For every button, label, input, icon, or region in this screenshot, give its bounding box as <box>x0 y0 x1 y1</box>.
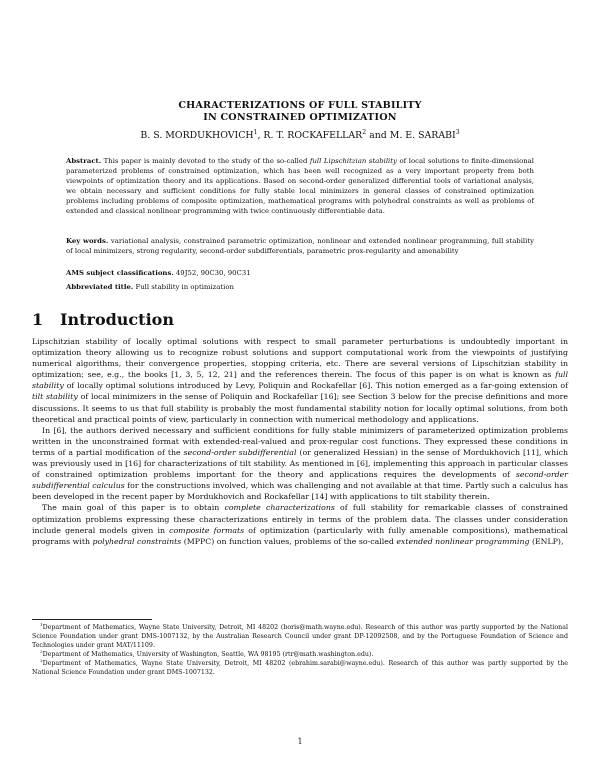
footnote-rule <box>32 619 152 620</box>
title-line-2: IN CONSTRAINED OPTIMIZATION <box>203 112 397 123</box>
intro-p2-text-c: for the constructions involved, which was challenging and not available at that time. Partly such a calculus has been developed in the recent paper by Mordukhovich and Rockafellar [14] with applications to tilt stability therein. <box>32 481 568 502</box>
author-2: , R. T. ROCKAFELLAR <box>257 130 363 141</box>
author-3: and M. E. SARABI <box>366 130 456 141</box>
footnote-2-text: Department of Mathematics, University of Washington, Seattle, WA 98195 (rtr@math.washington.edu). <box>42 651 374 658</box>
intro-p1-emph-2: tilt stability <box>32 392 78 402</box>
intro-p2-text-a: In [6], the authors derived necessary and sufficient conditions for fully stable minimizers of parameterized optimization problems written in the unconstrained format with extended-real-valued and prox-regular cost functions. They expressed these conditions in terms of a partial modification of the <box>32 425 568 457</box>
keywords-text: variational analysis, constrained parametric optimization, nonlinear and extended nonlinear programming, full stability of local minimizers, strong regularity, second-order subdifferentials, parametric prox-regularity and amenability <box>66 237 534 256</box>
keywords <box>66 236 534 256</box>
intro-p1-emph-1: full stability <box>32 370 568 391</box>
intro-p2-text-b: (or generalized Hessian) in the sense of Mordukhovich [11], which was previously used in [16] for characterizations of tilt stability. As mentioned in [6], implementing this approach in particular classes of constrained optimization problems important for the theory and applications requires the developments of <box>32 447 569 480</box>
abstract-label: Abstract. <box>66 157 102 165</box>
footnote-1-mark: 1 <box>40 621 43 627</box>
intro-p1-text-c: of local minimizers in the sense of Poliquin and Rockafellar [16]; see Section 3 below for the precise definitions and more discussions. It seems to us that full stability is probably the most fundamental stability notion for locally optimal solutions, from both theoretical and practical points of view, particularly in connection with numerical methodology and applications. <box>32 392 568 424</box>
introduction-body <box>32 336 568 547</box>
section-number: 1 <box>32 310 44 329</box>
abstract-text-2: of local solutions to finite-dimensional parameterized problems of constrained optimization, which has been well recognized as a very important property from both viewpoints of optimization theory and its applications. Based on second-order generalized differential tools of variational analysis, we obtain necessary and sufficient conditions for fully stable local minimizers in general classes of constrained optimization problems including problems of composite optimization, mathematical programs with polyhedral constraints as well as problems of extended and classical nonlinear programming with twice continuously differentiable data. <box>66 157 534 216</box>
abbreviated-title <box>66 282 534 292</box>
page-number: 1 <box>297 737 303 746</box>
intro-p1-text-b: of locally optimal solutions introduced by Levy, Poliquin and Rockafellar [6]. This notion emerged as a far-going extension of <box>63 381 568 391</box>
intro-p2-emph-2: second-order subdifferential calculus <box>32 470 568 491</box>
abstract-text-1: This paper is mainly devoted to the study of the so-called <box>101 157 310 165</box>
footnote-3-mark: 3 <box>40 657 43 663</box>
intro-paragraph-1 <box>32 336 568 425</box>
intro-paragraph-2 <box>32 425 568 503</box>
intro-p3-text-c: of optimization (particularly with fully amenable compositions), mathematical programs with <box>32 525 569 546</box>
keywords-label: Key words. <box>66 237 109 245</box>
author-1: B. S. MORDUKHOVICH <box>140 130 254 141</box>
footnote-1 <box>32 623 568 650</box>
author-1-mark: 1 <box>253 128 258 136</box>
intro-p1-text-a: Lipschitzian stability of locally optimal solutions with respect to small parameter perturbations is undoubtedly important in optimization theory allowing us to recognize robust solutions and support computational work from the viewpoints of justifying numerical algorithms, their convergence properties, stopping criteria, etc. There are several versions of Lipschitzian stability in optimization; see, e.g., the books [1, 3, 5, 12, 21] and the references therein. The focus of this paper is on what is known as <box>32 337 568 380</box>
intro-p3-emph-1: complete characterizations <box>224 503 335 513</box>
intro-p3-text-d: (MPPC) on function values, problems of the so-called <box>181 536 397 546</box>
footnote-2-mark: 2 <box>40 648 43 654</box>
intro-p3-text-f: (ENLP), <box>529 536 564 546</box>
footnote-3-text: Department of Mathematics, Wayne State University, Detroit, MI 48202 (ebrahim.sarabi@wayne.edu). Research of this author was partly supported by the National Science Foundation under grant DMS-1007132. <box>32 660 568 676</box>
section-title: Introduction <box>60 310 174 329</box>
section-heading <box>32 310 174 329</box>
ams-classifications <box>66 268 534 278</box>
author-2-mark: 2 <box>362 128 367 136</box>
ams-label: AMS subject classifications. <box>66 269 174 277</box>
footnotes <box>32 623 568 677</box>
intro-p3-text-a: The main goal of this paper is to obtain <box>42 503 225 513</box>
abstract-emph: full Lipschitzian stability <box>309 157 397 165</box>
intro-p3-emph-3: polyhedral constraints <box>92 536 182 546</box>
title-line-1: CHARACTERIZATIONS OF FULL STABILITY <box>178 100 422 111</box>
footnote-3 <box>32 659 568 677</box>
intro-p3-text-b: of full stability for remarkable classes of constrained optimization problems expressing these characterizations entirely in terms of the problem data. The classes under consideration include general models given in <box>32 503 568 535</box>
footnote-1-text: Department of Mathematics, Wayne State University, Detroit, MI 48202 (boris@math.wayne.edu). Research of this author was partly supported by the National Science Foundation under grant DMS-1007132, by the Australian Research Council under grant DP-12092508, and by the Portuguese Foundation of Science and Technologies under grant MAT/11109. <box>32 624 568 649</box>
author-list <box>0 130 600 142</box>
abstract <box>66 156 534 217</box>
intro-p3-emph-4: extended nonlinear programming <box>396 536 530 546</box>
footnote-2 <box>32 650 568 659</box>
paper-title <box>0 100 600 124</box>
abbrev-label: Abbreviated title. <box>66 283 134 291</box>
ams-text: 49J52, 90C30, 90C31 <box>173 269 251 277</box>
intro-p2-emph-1: second-order subdifferential <box>183 447 297 457</box>
abbrev-text: Full stability in optimization <box>133 283 234 291</box>
intro-paragraph-3 <box>32 502 568 546</box>
author-3-mark: 3 <box>455 128 460 136</box>
intro-p3-emph-2: composite formats <box>169 525 245 535</box>
